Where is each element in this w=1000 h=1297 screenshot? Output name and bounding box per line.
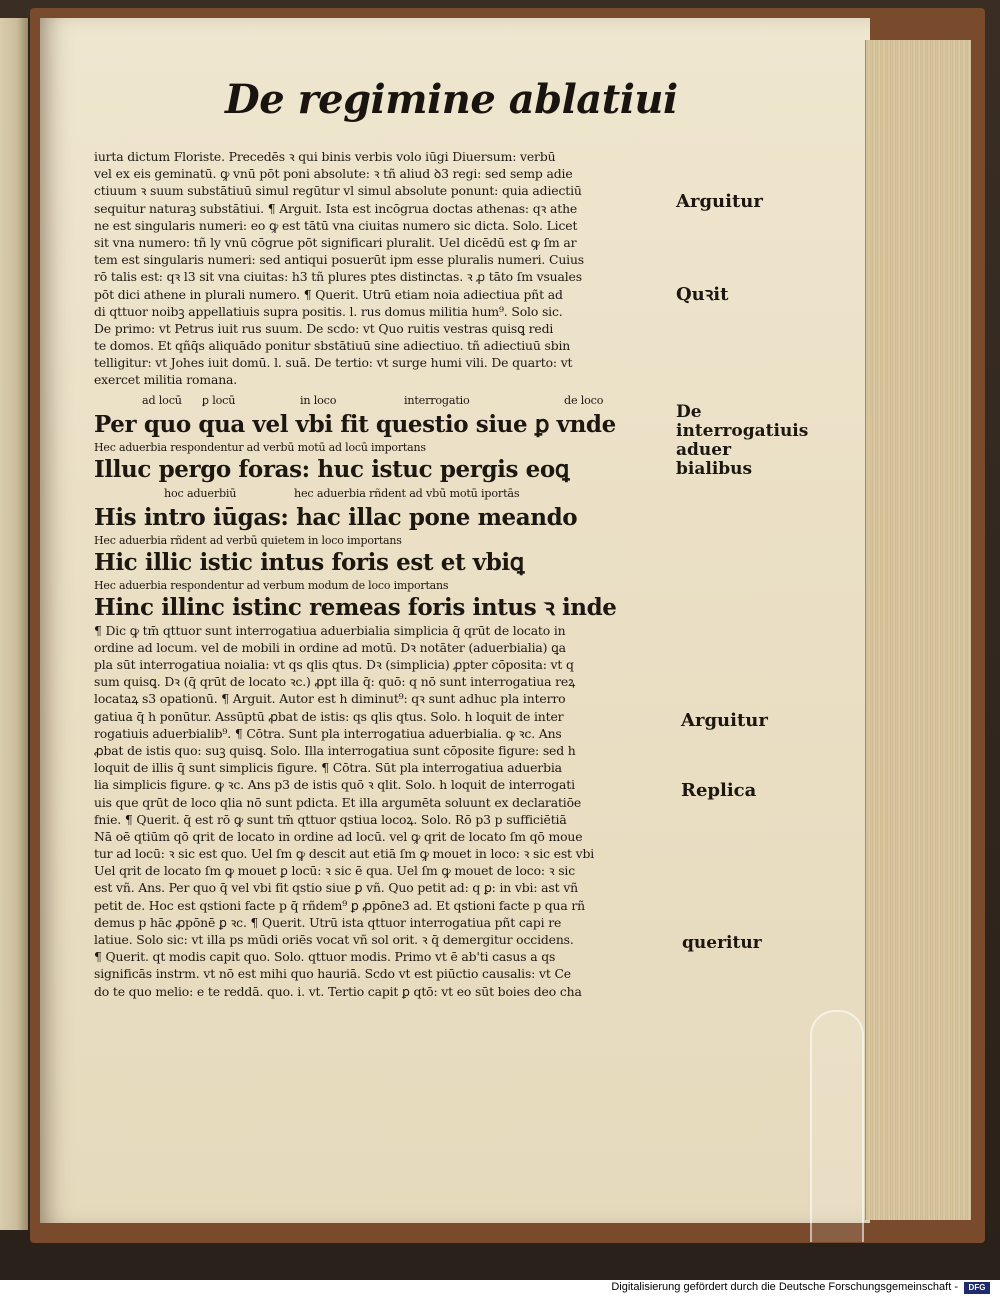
gloss-word: ꝑ locū bbox=[202, 393, 236, 407]
footer-bar bbox=[0, 1280, 1000, 1297]
text-line: est vñ. Ans. Per quo q̄ vel vbi fit qstio siue ꝑ vñ. Quo petit ad: q ꝑ: in vbi: ast vñ bbox=[94, 880, 578, 896]
gloss-word: hec aduerbia rñdent ad vbū motū iportās bbox=[294, 486, 520, 500]
text-line: lia simplicis figure. ꝙ ꝛc. Ans p3 de istis quō ꝛ qlit. Solo. h loquit de interrogati bbox=[94, 777, 575, 793]
body-paragraph bbox=[94, 148, 682, 389]
verse-section bbox=[94, 391, 682, 622]
text-line: petit de. Hoc est qstioni facte p q̄ rñdem⁹ ꝑ ꝓpōne3 ad. Et qstioni facte p qua rñ bbox=[94, 897, 586, 913]
text-line: fnie. ¶ Querit. q̄ est rō ꝙ sunt tm̄ qttuor qstiua locoꝝ. Solo. Rō p3 p sufficiētiā bbox=[94, 811, 567, 827]
gloss-word: hoc aduerbiū bbox=[164, 486, 237, 500]
text-block bbox=[94, 148, 682, 1000]
page-edges bbox=[865, 40, 971, 1220]
text-line: demus p hāc ꝓpōnē ꝑ ꝛc. ¶ Querit. Utrū ista qttuor interrogatiua pñt capi re bbox=[94, 914, 562, 930]
verse-line: Hic illic istic intus foris est et vbiꝗ bbox=[94, 548, 524, 576]
marginal-note: Replica bbox=[681, 780, 757, 801]
text-line: pōt dici athene in plurali numero. ¶ Querit. Utrū etiam noia adiectiua pñt ad bbox=[94, 286, 563, 302]
verse-line: His intro iūgas: hac illac pone meando bbox=[94, 503, 578, 531]
commentary-paragraph bbox=[94, 622, 682, 1000]
left-page-edge bbox=[0, 18, 30, 1230]
text-line: gatiua q̄ h ponūtur. Assūptū ꝓbat de istis: qs qlis qtus. Solo. h loquit de inter bbox=[94, 708, 564, 724]
text-line: latiue. Solo sic: vt illa ps mūdi oriēs vocat vñ sol orit. ꝛ q̄ demergitur occidens. bbox=[94, 932, 574, 947]
gloss-word: Hec aduerbia rñdent ad verbū quietem in loco importans bbox=[94, 533, 402, 547]
marginal-note: Quꝛit bbox=[676, 284, 729, 305]
text-line: iurta dictum Floriste. Precedēs ꝛ qui binis verbis volo iūgi Diuersum: verbū bbox=[94, 149, 556, 164]
text-line: Uel qrit de locato ſm ꝙ mouet ꝑ locū: ꝛ sic ē qua. Uel ſm ꝙ mouet de loco: ꝛ sic bbox=[94, 863, 576, 879]
text-line: sum quisꝗ. Dꝛ (q̄ qrūt de locato ꝛc.) ꝓpt illa q̄: quō: q nō sunt interrogatiua reꝝ bbox=[94, 674, 576, 690]
text-line: exercet militia romana. bbox=[94, 372, 238, 388]
text-line: vel ex eis geminatū. ꝙ vnū pōt poni absolute: ꝛ tñ aliud ꝺ3 regi: sed semp adie bbox=[94, 166, 573, 182]
verse-gloss bbox=[94, 439, 682, 456]
verse-line: Illuc pergo foras: huc istuc pergis eoꝗ bbox=[94, 455, 570, 483]
gloss-word: ad locū bbox=[142, 393, 182, 407]
gloss-word: interrogatio bbox=[404, 393, 470, 407]
gloss-word: Hec aduerbia respondentur ad verbum modum de loco importans bbox=[94, 578, 449, 592]
verse-line: Hinc illinc istinc remeas foris intus ꝛ inde bbox=[94, 593, 617, 621]
text-line: sequitur naturaꝫ substātiui. ¶ Arguit. Ista est incōgrua doctas athenas: qꝛ athe bbox=[94, 200, 578, 216]
verse-gloss bbox=[94, 532, 682, 549]
text-line: ¶ Querit. qt modis capit quo. Solo. qttuor modis. Primo vt ē ab'ti casus a qs bbox=[94, 949, 556, 965]
funding-notice: Digitalisierung gefördert durch die Deutsche Forschungsgemeinschaft - bbox=[611, 1281, 958, 1293]
text-line: di qttuor noibꝫ appellatiuis supra positis. l. rus domus militia hum⁹. Solo sic. bbox=[94, 303, 563, 319]
marginal-note: De interrogatiuis aduer bialibus bbox=[676, 402, 809, 479]
text-line: ctiuum ꝛ suum substātiuū simul regūtur vl simul absolute ponunt: quia adiectiū bbox=[94, 183, 582, 199]
text-line: De primo: vt Petrus iuit rus suum. De scdo: vt Quo ruitis vestras quisꝗ redi bbox=[94, 320, 554, 336]
text-line: te domos. Et qñq̄s aliquādo ponitur sbstātiuū sine adiectiuo. tñ adiectiuū sbin bbox=[94, 338, 571, 354]
text-line: Nā oē qtiūm qō qrit de locato in ordine ad locū. vel ꝙ qrit de locato ſm qō moue bbox=[94, 828, 583, 844]
text-line: rogatiuis aduerbialib⁹. ¶ Cōtra. Sunt pla interrogatiua aduerbialia. ꝙ ꝛc. Ans bbox=[94, 725, 562, 741]
gloss-word: Hec aduerbia respondentur ad verbū motū ad locū importans bbox=[94, 440, 426, 454]
text-line: locataꝝ s3 opationū. ¶ Arguit. Autor est h diminut⁹: qꝛ sunt adhuc pla interro bbox=[94, 691, 566, 707]
plastic-page-holder bbox=[810, 1010, 864, 1242]
text-line: sit vna numero: tñ ly vnū cōgrue pōt significari pluralit. Uel dicēdū est ꝙ ſm ar bbox=[94, 234, 577, 250]
marginal-note: Arguitur bbox=[676, 191, 763, 212]
marginal-note: Arguitur bbox=[681, 710, 768, 731]
gloss-word: in loco bbox=[300, 393, 337, 407]
text-line: ordine ad locum. vel de mobili in ordine ad motū. Dꝛ notāter (aduerbialia) ꝗa bbox=[94, 639, 566, 655]
verse-line: Per quo qua vel vbi fit questio siue ꝑ vnde bbox=[94, 410, 616, 438]
verse-gloss bbox=[94, 577, 682, 594]
text-line: ¶ Dic ꝙ tm̄ qttuor sunt interrogatiua aduerbialia simplicia q̄ qrūt de locato in bbox=[94, 622, 566, 638]
verse-gloss bbox=[94, 484, 682, 504]
text-line: rō talis est: qꝛ l3 sit vna ciuitas: h3 tñ plures ptes distinctas. ꝛ ꝓ tāto ſm vsuales bbox=[94, 269, 582, 285]
text-line: pla sūt interrogatiua noialia: vt qs qlis qtus. Dꝛ (simplicia) ꝓpter cōposita: vt q bbox=[94, 657, 574, 672]
text-line: significās instrm. vt nō est mihi quo hauriā. Scdo vt est piūctio causalis: vt Ce bbox=[94, 966, 571, 982]
text-line: ꝓbat de istis quo: suꝫ quisꝗ. Solo. Illa interrogatiua sunt cōposite figure: sed h bbox=[94, 742, 576, 758]
dfg-logo: DFG bbox=[964, 1282, 990, 1294]
text-line: tur ad locū: ꝛ sic est quo. Uel ſm ꝙ descit aut etiā ſm ꝙ mouet in loco: ꝛ sic est vbi bbox=[94, 846, 595, 862]
text-line: uis que qrūt de loco qlia nō sunt pdicta. Et illa argumēta soluunt ex declaratiōe bbox=[94, 794, 582, 810]
text-line: do te quo melio: e te reddā. quo. i. vt. Tertio capit ꝑ qtō: vt eo sūt boies deo cha bbox=[94, 983, 582, 999]
verse-gloss bbox=[94, 391, 682, 411]
text-line: loquit de illis q̄ sunt simplicis figure. ¶ Cōtra. Sūt pla interrogatiua aduerbia bbox=[94, 760, 562, 776]
text-line: tem est singularis numeri: sed antiqui posuerūt ipm esse pluralis numeri. Cuius bbox=[94, 252, 584, 268]
gloss-word: de loco bbox=[564, 393, 604, 407]
marginal-note: queritur bbox=[682, 933, 762, 953]
running-title: De regimine ablatiui bbox=[225, 76, 678, 123]
text-line: telligitur: vt Johes iuit domū. l. suā. De tertio: vt surge humi vili. De quarto: vt bbox=[94, 355, 573, 371]
text-line: ne est singularis numeri: eo ꝙ est tātū vna ciuitas numero sic dicta. Solo. Licet bbox=[94, 217, 578, 233]
